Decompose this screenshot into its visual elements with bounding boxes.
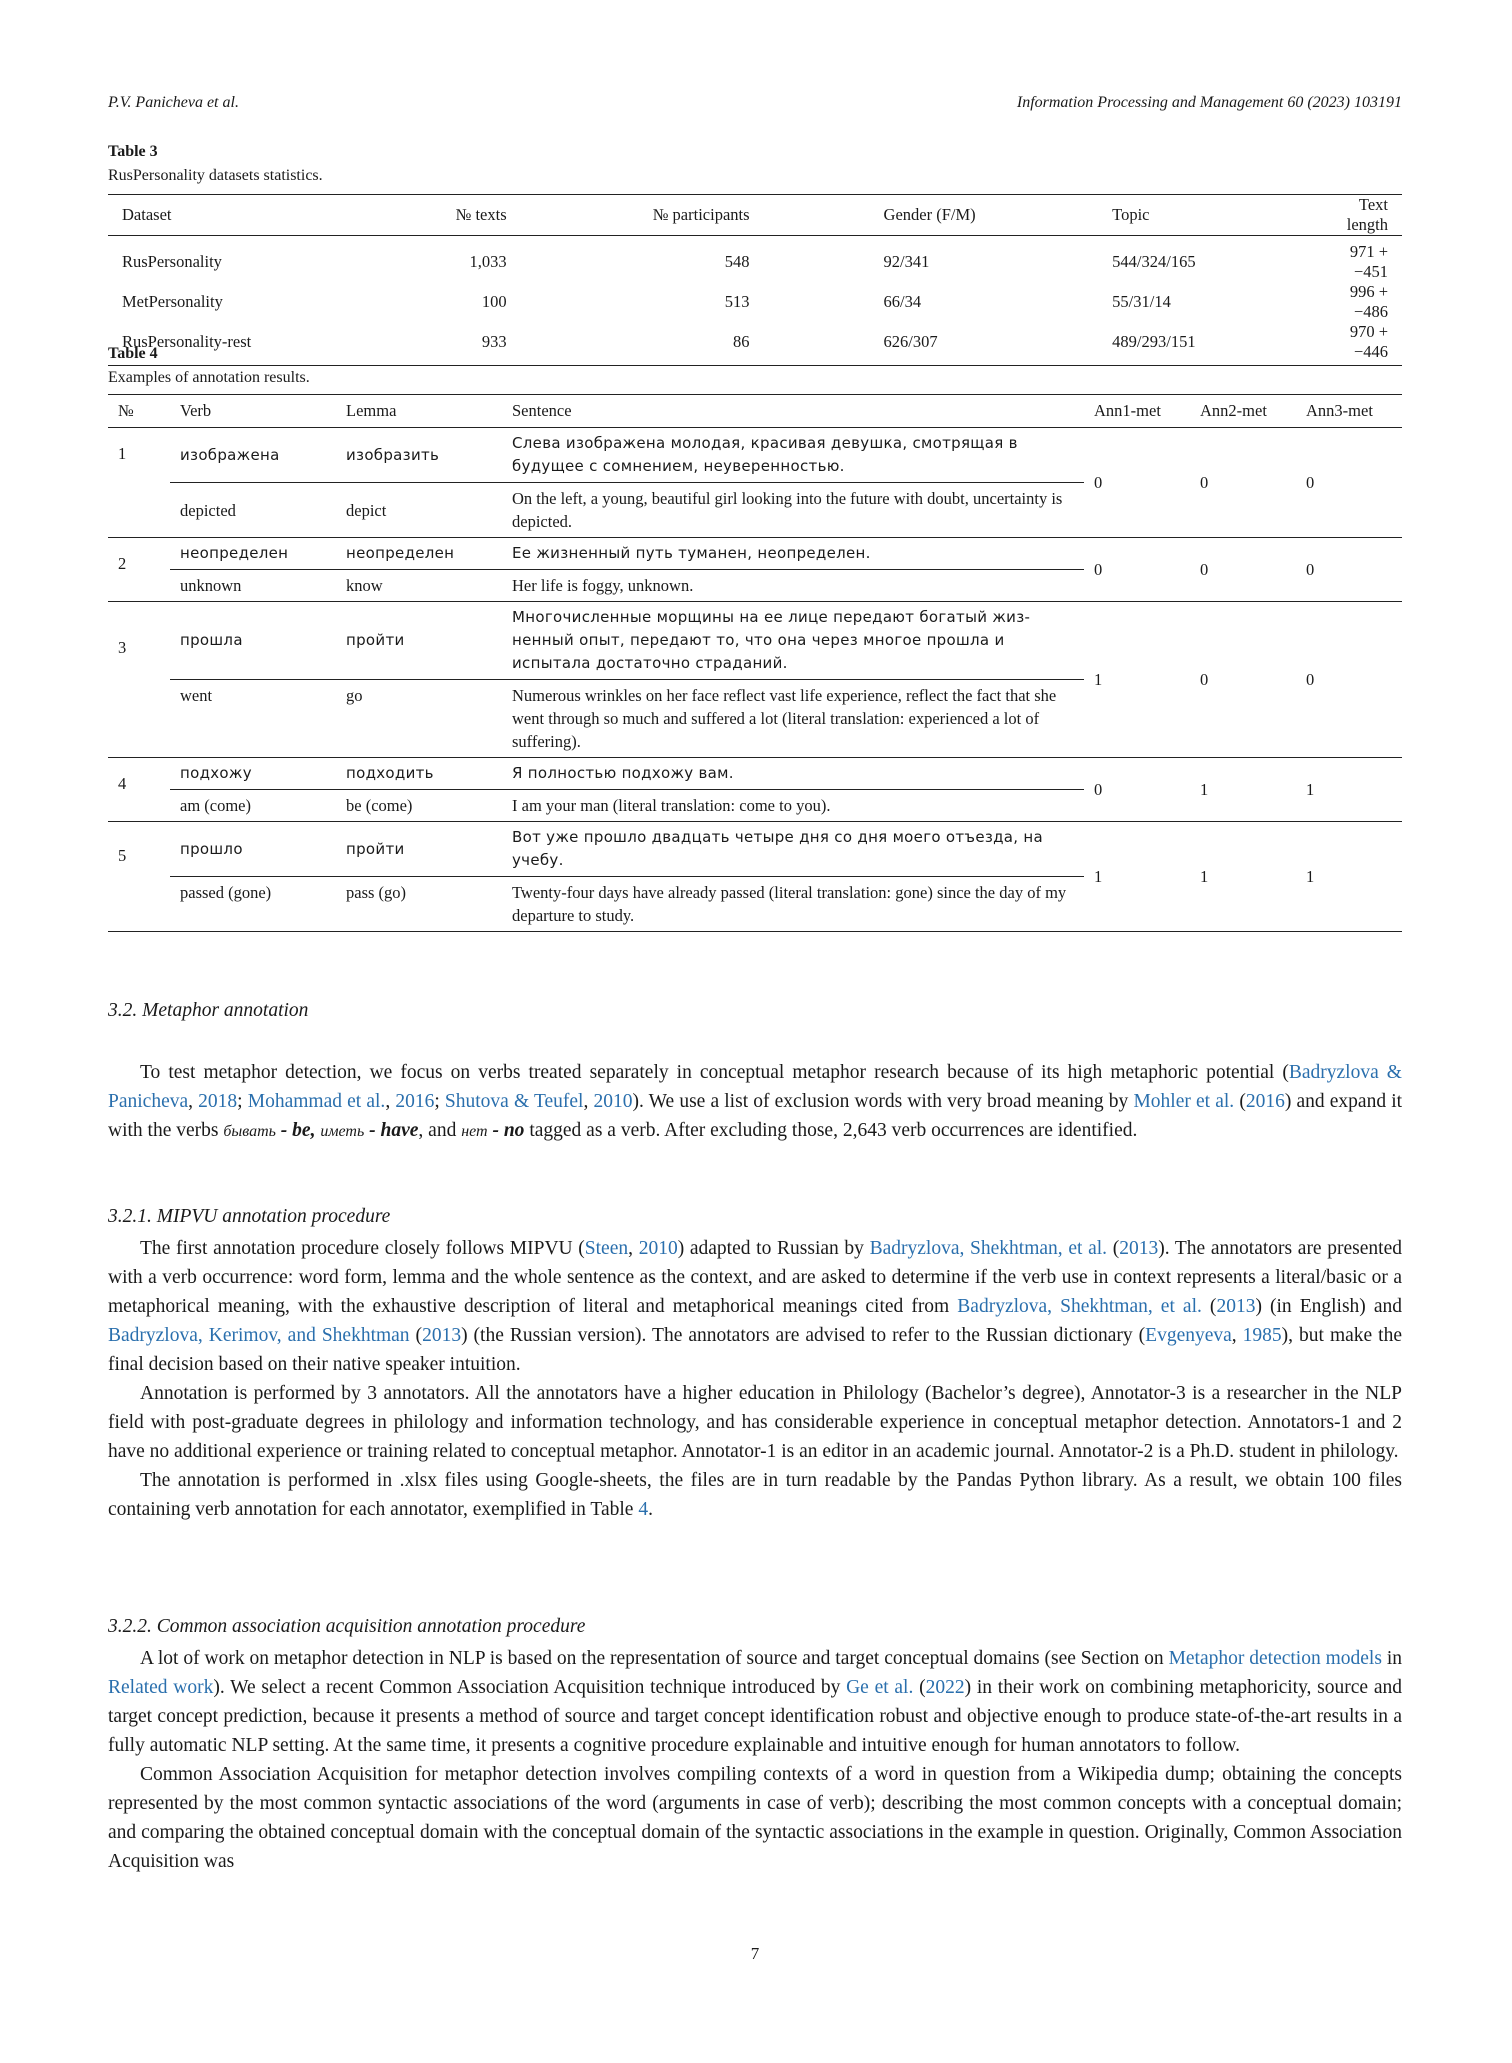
table3 <box>108 194 1402 366</box>
table4-ann1: 0 <box>1084 538 1190 602</box>
section-3-2-body <box>108 1058 1402 1146</box>
table3-cell: 996 +−486 <box>1349 282 1388 321</box>
table4-verb-en: went <box>170 680 336 758</box>
table4 <box>108 394 1402 932</box>
citation-link[interactable]: Evgenyeva <box>1145 1325 1232 1346</box>
table4-verb-ru: прошло <box>170 822 336 877</box>
table4-sentence-ru: Вот уже прошло двадцать четыре дня со дня моего отъезда, на учебу. <box>502 822 1084 877</box>
section-3-2-2-body <box>108 1644 1402 1876</box>
table4-row-number: 1 <box>108 428 170 538</box>
citation-link[interactable]: 2010 <box>638 1238 678 1259</box>
table4-caption: Examples of annotation results. <box>108 369 310 386</box>
table3-cell: RusPersonality-rest <box>108 322 363 366</box>
table4-ann3: 1 <box>1296 758 1402 822</box>
table4-verb-ru: изображена <box>170 428 336 483</box>
table4-verb-ru: прошла <box>170 602 336 680</box>
table4-col-header: Ann3-met <box>1296 395 1402 428</box>
section-link[interactable]: Related work <box>108 1677 214 1698</box>
table3-cell: 86 <box>521 322 764 366</box>
table4-sentence-en: Numerous wrinkles on her face reflect vast life experience, reflect the fact that she went through so much and suffered a lot (literal translation: experienced a lot of suffering). <box>502 680 1084 758</box>
section-heading: 3.2. Metaphor annotation <box>108 1000 309 1021</box>
citation-link[interactable]: Steen <box>584 1238 629 1259</box>
table3-row <box>108 282 1402 322</box>
table3-cell: 1,033 <box>469 252 507 271</box>
table3-caption: RusPersonality datasets statistics. <box>108 167 323 184</box>
table4-col-header: Ann2-met <box>1190 395 1296 428</box>
table3-cell: 489/293/151 <box>1092 322 1333 366</box>
page-number: 7 <box>750 1944 760 1963</box>
table4-row-number: 2 <box>108 538 170 602</box>
table4-ann1: 1 <box>1084 822 1190 932</box>
table3-caption-block <box>108 140 323 188</box>
citation-link[interactable]: Badryzlova & Panicheva <box>108 1062 1402 1112</box>
paragraph: Annotation is performed by 3 annotators. All the annotators have a higher education in Philology (Bachelor’s degree), Annotator-3 is a researcher in the NLP field with post-graduate degrees in philology and information technology, and has considerable experience in conceptual metaphor detection. Annotators-1 and 2 have no additional experience or training related to conceptual metaphor. Annotator-1 is an editor in an academic journal. Annotator-2 is a Ph.D. student in philology. <box>108 1383 1402 1462</box>
citation-link[interactable]: Mohler et al. <box>1133 1091 1235 1112</box>
citation-link[interactable]: 2013 <box>1216 1296 1256 1317</box>
table4-col-header: № <box>108 395 170 428</box>
table4-header-row <box>108 395 1402 428</box>
russian-word: иметь <box>320 1123 365 1140</box>
table3-cell: 626/307 <box>764 322 1093 366</box>
citation-link[interactable]: Badryzlova, Shekhtman, et al. <box>869 1238 1108 1259</box>
citation-link[interactable]: 2013 <box>422 1325 462 1346</box>
citation-link[interactable]: 2018 <box>198 1091 238 1112</box>
section-3-2-1-body <box>108 1234 1402 1524</box>
table4-lemma-en: depict <box>336 483 502 538</box>
table3-col-header: Dataset <box>108 195 363 236</box>
table4-lemma-en: be (come) <box>336 790 502 822</box>
paragraph: The annotation is performed in .xlsx files using Google-sheets, the files are in turn readable by the Pandas Python library. As a result, we obtain 100 files containing verb annotation for each annotator, exemplified in Table 4. <box>108 1470 1402 1520</box>
table4-lemma-en: know <box>336 570 502 602</box>
paragraph: To test metaphor detection, we focus on verbs treated separately in conceptual metaphor research because of its high metaphoric potential (Badryzlova & Panicheva, 2018; Mohammad et al., 2016; Shutova & Teufel, 2010). We use a list of exclusion words with very broad meaning by Mohler et al. (2016) and expand it with the verbs бывать - be, иметь - have, and нет - no tagged as a verb. After excluding those, 2,643 verb occurrences are identified. <box>108 1062 1403 1141</box>
citation-link[interactable]: 2022 <box>925 1677 965 1698</box>
table4-sentence-en: Twenty-four days have already passed (literal translation: gone) since the day of my departure to study. <box>502 877 1084 932</box>
citation-link[interactable]: Badryzlova, Kerimov, and Shekhtman <box>108 1325 410 1346</box>
table4-verb-en: am (come) <box>170 790 336 822</box>
paragraph: The first annotation procedure closely follows MIPVU (Steen, 2010) adapted to Russian by Badryzlova, Shekhtman, et al. (2013). The annotators are presented with a verb occurrence: word form, lemma and the whole sentence as the context, and are asked to determine if the verb use in context represents a literal/basic or a metaphorical meaning, with the exhaustive description of literal and metaphorical meanings cited from Badryzlova, Shekhtman, et al. (2013) (in English) and Badryzlova, Kerimov, and Shekhtman (2013) (the Russian version). The annotators are advised to refer to the Russian dictionary (Evgenyeva, 1985), but make the final decision based on their native speaker intuition. <box>108 1238 1403 1375</box>
table3-cell: 55/31/14 <box>1112 292 1171 311</box>
table3-col-header: Topic <box>1092 195 1333 236</box>
table3-row <box>108 236 1402 283</box>
table4-sentence-en: Her life is foggy, unknown. <box>502 570 1084 602</box>
table3-cell: 544/324/165 <box>1112 252 1196 271</box>
paragraph: Common Association Acquisition for metaphor detection involves compiling contexts of a word in question from a Wikipedia dump; obtaining the concepts represented by the most common syntactic associations of the word (arguments in case of verb); describing the most common concepts with a conceptual domain; and comparing the obtained conceptual domain with the conceptual domain of the syntactic associations in the example in question. Originally, Common Association Acquisition was <box>108 1764 1402 1872</box>
table4-ann1: 0 <box>1084 758 1190 822</box>
table3-col-header: Text length <box>1333 195 1402 236</box>
table4-ann3: 0 <box>1296 538 1402 602</box>
paragraph: A lot of work on metaphor detection in NLP is based on the representation of source and target conceptual domains (see Section on Metaphor detection models in Related work). We select a recent Common Association Acquisition technique introduced by Ge et al. (2022) in their work on combining metaphoricity, source and target concept prediction, because it presents a method of source and target concept identification robust and objective enough to produce state-of-the-art results in a fully automatic NLP setting. At the same time, it presents a cognitive procedure explainable and intuitive enough for human annotators to follow. <box>108 1648 1403 1756</box>
table3-cell: 971 +−451 <box>1349 242 1388 281</box>
table4-ann2: 1 <box>1190 822 1296 932</box>
table-reference-link[interactable]: 4 <box>638 1499 649 1520</box>
table4-col-header: Lemma <box>336 395 502 428</box>
citation-link[interactable]: 2016 <box>395 1091 435 1112</box>
table4-verb-en: passed (gone) <box>170 877 336 932</box>
table4-ann3: 1 <box>1296 822 1402 932</box>
table4-verb-ru: подхожу <box>170 758 336 790</box>
table3-cell: 100 <box>481 292 507 311</box>
table3-cell: 513 <box>724 292 750 311</box>
table4-ann1: 1 <box>1084 602 1190 758</box>
running-header <box>108 94 1402 112</box>
table4-lemma-ru: изобразить <box>336 428 502 483</box>
table4-row-number: 3 <box>108 602 170 758</box>
subsection-heading: 3.2.2. Common association acquisition annotation procedure <box>108 1616 586 1637</box>
citation-link[interactable]: 2016 <box>1245 1091 1285 1112</box>
table4-label: Table 4 <box>108 345 158 362</box>
table3-cell: 970 +−446 <box>1333 322 1402 366</box>
table3-cell: RusPersonality <box>122 252 222 271</box>
table4-row-number: 5 <box>108 822 170 932</box>
subsection-heading: 3.2.1. MIPVU annotation procedure <box>108 1206 391 1227</box>
table4-verb-ru: неопределен <box>170 538 336 570</box>
table3-col-header: Gender (F/M) <box>764 195 1093 236</box>
table4-row-ru <box>108 822 1402 877</box>
table4-ann1: 0 <box>1084 428 1190 538</box>
table4-lemma-ru: неопределен <box>336 538 502 570</box>
table3-header-row <box>108 195 1402 236</box>
table4-lemma-ru: пройти <box>336 822 502 877</box>
table4-row-ru <box>108 602 1402 680</box>
russian-word: нет <box>461 1123 488 1140</box>
table4-sentence-ru: Слева изображена молодая, красивая девушка, смотрящая в будущее с сомнением, неуверенностью. <box>502 428 1084 483</box>
table3-col-header: № participants <box>521 195 764 236</box>
citation-link[interactable]: 1985 <box>1242 1325 1282 1346</box>
table4-lemma-en: pass (go) <box>336 877 502 932</box>
table4-ann2: 1 <box>1190 758 1296 822</box>
citation-link[interactable]: 2010 <box>593 1091 633 1112</box>
table3-cell: 933 <box>363 322 521 366</box>
table4-row-ru <box>108 538 1402 570</box>
citation-link[interactable]: 2013 <box>1119 1238 1159 1259</box>
table4-lemma-ru: подходить <box>336 758 502 790</box>
table4-col-header: Ann1-met <box>1084 395 1190 428</box>
table4-ann2: 0 <box>1190 538 1296 602</box>
russian-word: бывать <box>223 1123 276 1140</box>
table4-lemma-en: go <box>336 680 502 758</box>
table4-col-header: Verb <box>170 395 336 428</box>
table3-cell: 92/341 <box>883 252 930 271</box>
header-journal: Information Processing and Management 60 (2023) 103191 <box>1016 94 1402 111</box>
section-link[interactable]: Metaphor detection models <box>1168 1648 1382 1669</box>
table4-row-ru <box>108 758 1402 790</box>
table4-row-ru <box>108 428 1402 483</box>
table3-label: Table 3 <box>108 143 158 160</box>
citation-link[interactable]: Badryzlova, Shekhtman, et al. <box>957 1296 1202 1317</box>
citation-link[interactable]: Shutova & Teufel <box>444 1091 584 1112</box>
table4-ann2: 0 <box>1190 602 1296 758</box>
table4-sentence-ru: Многочисленные морщины на ее лице передают богатый жиз-ненный опыт, передают то, что она через многое прошла и испытала достаточно страданий. <box>502 602 1084 680</box>
table4-sentence-en: On the left, a young, beautiful girl looking into the future with doubt, uncertainty is depicted. <box>502 483 1084 538</box>
table3-col-header: № texts <box>363 195 521 236</box>
table3-cell: MetPersonality <box>122 292 223 311</box>
citation-link[interactable]: Ge et al. <box>846 1677 914 1698</box>
table4-row-number: 4 <box>108 758 170 822</box>
table4-lemma-ru: пройти <box>336 602 502 680</box>
citation-link[interactable]: Mohammad et al. <box>247 1091 386 1112</box>
table4-ann3: 0 <box>1296 602 1402 758</box>
table4-ann3: 0 <box>1296 428 1402 538</box>
table4-caption-block <box>108 342 310 390</box>
table4-col-header: Sentence <box>502 395 1084 428</box>
table4-sentence-en: I am your man (literal translation: come to you). <box>502 790 1084 822</box>
table3-cell: 548 <box>724 252 750 271</box>
table4-verb-en: depicted <box>170 483 336 538</box>
table4-sentence-ru: Я полностью подхожу вам. <box>502 758 1084 790</box>
table4-ann2: 0 <box>1190 428 1296 538</box>
table3-cell: 66/34 <box>883 292 922 311</box>
header-authors: P.V. Panicheva et al. <box>108 94 239 111</box>
table4-sentence-ru: Ее жизненный путь туманен, неопределен. <box>502 538 1084 570</box>
table4-verb-en: unknown <box>170 570 336 602</box>
